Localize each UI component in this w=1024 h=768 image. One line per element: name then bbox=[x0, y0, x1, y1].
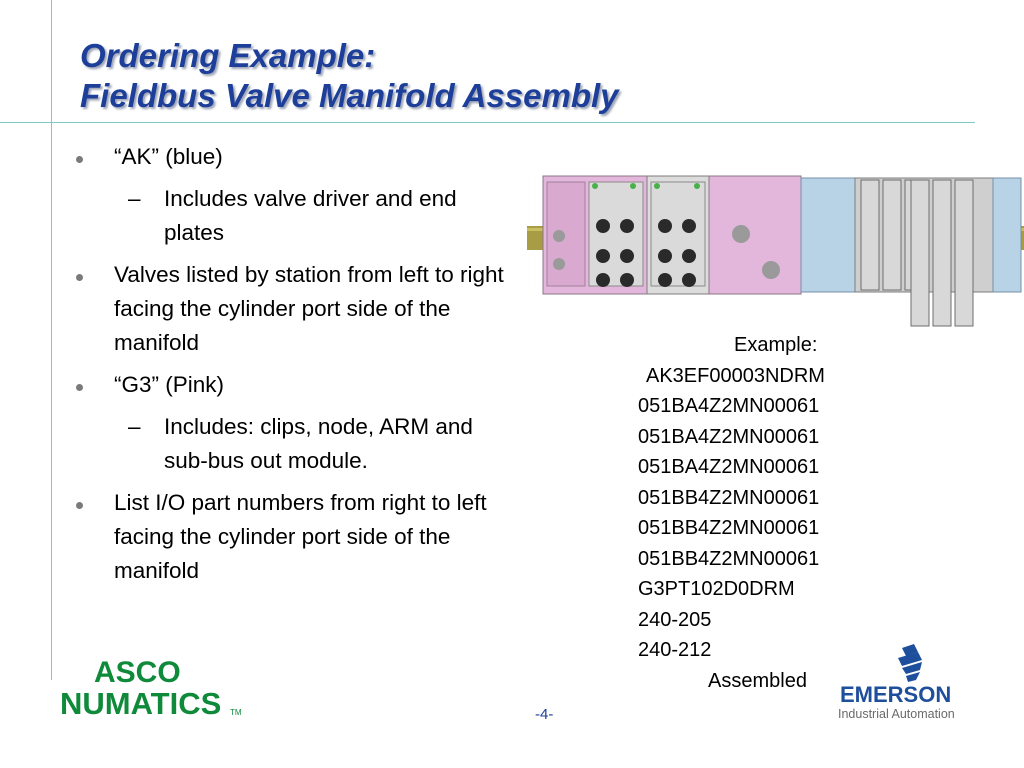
part-number: 051BA4Z2MN00061 bbox=[638, 456, 820, 478]
example-footer: Assembled bbox=[708, 669, 807, 692]
bullet-text: “G3” (Pink) bbox=[114, 372, 225, 397]
bullet-text: Valves listed by station from left to right facing the cylinder port side of the manifold bbox=[114, 262, 504, 355]
sub-bullet-item bbox=[70, 182, 520, 250]
page-number: -4- bbox=[535, 706, 554, 723]
asco-numatics-logo bbox=[60, 656, 250, 720]
slide-title bbox=[80, 36, 619, 116]
sub-bullet-item bbox=[70, 410, 520, 478]
part-number: 240-212 bbox=[638, 639, 712, 661]
bullet-item bbox=[70, 486, 520, 588]
bullet-text: List I/O part numbers from right to left facing the cylinder port side of the manifold bbox=[114, 490, 487, 583]
emerson-wordmark: EMERSON bbox=[840, 682, 952, 707]
part-number: 051BA4Z2MN00061 bbox=[638, 395, 820, 417]
part-number: AK3EF00003NDRM bbox=[646, 364, 825, 387]
emerson-logo bbox=[836, 644, 986, 724]
part-number: G3PT102D0DRM bbox=[638, 578, 795, 600]
bullet-dot-icon bbox=[76, 502, 83, 509]
sub-bullet-text: Includes: clips, node, ARM and sub-bus out module. bbox=[164, 414, 473, 473]
bullet-dot-icon bbox=[76, 384, 83, 391]
asco-logo-tm: TM bbox=[230, 708, 242, 717]
example-heading: Example: bbox=[734, 334, 818, 356]
sub-bullet-text: Includes valve driver and end plates bbox=[164, 186, 457, 245]
bullet-dot-icon bbox=[76, 274, 83, 281]
emerson-subtitle: Industrial Automation bbox=[838, 707, 955, 721]
bullet-item bbox=[70, 368, 520, 402]
vertical-rule bbox=[51, 0, 52, 680]
asco-logo-line2: NUMATICS bbox=[60, 686, 222, 720]
bullet-item bbox=[70, 258, 520, 360]
title-line-1: Ordering Example: bbox=[80, 37, 376, 74]
part-number: 051BB4Z2MN00061 bbox=[638, 517, 820, 539]
title-underline bbox=[0, 122, 975, 123]
example-part-list bbox=[638, 330, 898, 696]
valve-manifold-image bbox=[527, 170, 1024, 330]
part-number: 051BA4Z2MN00061 bbox=[638, 425, 820, 448]
part-number: 051BB4Z2MN00061 bbox=[638, 547, 820, 570]
part-number: 051BB4Z2MN00061 bbox=[638, 486, 820, 509]
asco-logo-line1: ASCO bbox=[94, 656, 181, 689]
bullet-dot-icon bbox=[76, 156, 83, 163]
emerson-mark-icon bbox=[898, 644, 922, 682]
bullet-list bbox=[70, 140, 520, 596]
bullet-text: “AK” (blue) bbox=[114, 144, 223, 169]
title-line-2: Fieldbus Valve Manifold Assembly bbox=[80, 77, 619, 114]
dash-icon: – bbox=[128, 414, 141, 439]
dash-icon: – bbox=[128, 186, 141, 211]
bullet-item bbox=[70, 140, 520, 174]
part-number: 240-205 bbox=[638, 608, 712, 631]
